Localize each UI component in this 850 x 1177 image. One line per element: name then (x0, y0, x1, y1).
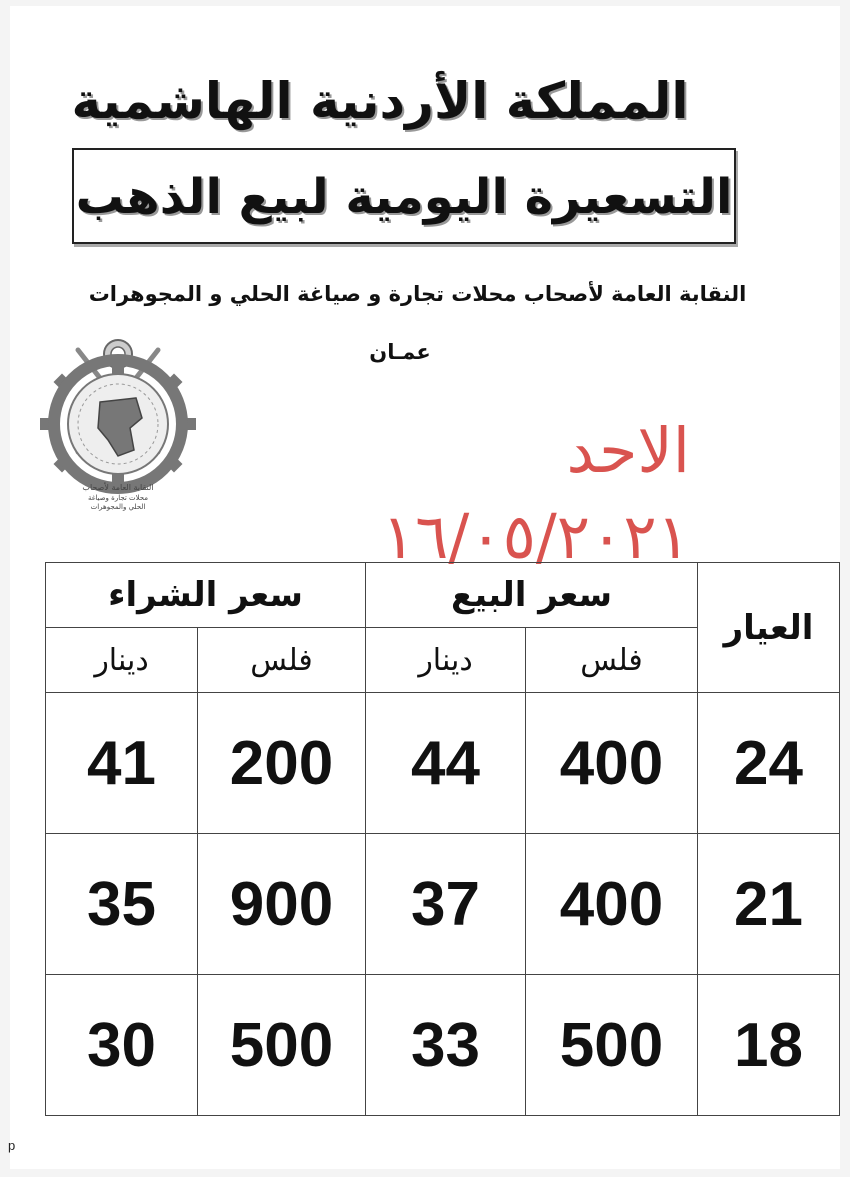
karat-cell: 24 (698, 693, 840, 834)
syndicate-name: النقابة العامة لأصحاب محلات تجارة و صياغة الحلي و المجوهرات (88, 282, 747, 306)
sell-fils-cell: 500 (526, 975, 698, 1116)
sell-dinar-cell: 37 (366, 834, 526, 975)
buy-fils-header: فلس (198, 628, 366, 693)
city-name: عمـان (369, 340, 431, 364)
karat-cell: 18 (698, 975, 840, 1116)
emblem-caption-3: الحلي والمجوهرات (90, 503, 146, 511)
sell-fils-header: فلس (526, 628, 698, 693)
sell-dinar-header: دينار (366, 628, 526, 693)
sell-fils-cell: 400 (526, 834, 698, 975)
buy-dinar-cell: 35 (46, 834, 198, 975)
buy-fils-cell: 200 (198, 693, 366, 834)
buy-price-header: سعر الشراء (46, 563, 366, 628)
table-row (46, 975, 840, 1116)
date-label: الاحد ١٦/٠٥/٢٠٢١ (381, 414, 690, 573)
sell-fils-cell: 400 (526, 693, 698, 834)
footer-mark: p (8, 1138, 16, 1153)
buy-dinar-header: دينار (46, 628, 198, 693)
emblem-caption-1: النقابة العامة لأصحاب (82, 483, 154, 492)
title-box (72, 148, 736, 244)
page-title: التسعيرة اليومية لبيع الذهب (75, 169, 733, 225)
buy-dinar-cell: 41 (46, 693, 198, 834)
buy-dinar-cell: 30 (46, 975, 198, 1116)
table-row (46, 834, 840, 975)
syndicate-emblem-icon (38, 332, 198, 512)
karat-cell: 21 (698, 834, 840, 975)
karat-header: العيار (698, 563, 840, 693)
kingdom-title: المملكة الأردنية الهاشمية (71, 72, 689, 130)
buy-fils-cell: 900 (198, 834, 366, 975)
sell-dinar-cell: 33 (366, 975, 526, 1116)
sell-price-header: سعر البيع (366, 563, 698, 628)
table-row (46, 693, 840, 834)
buy-fils-cell: 500 (198, 975, 366, 1116)
emblem-caption-2: محلات تجارة وصياغة (87, 494, 149, 502)
gold-price-table (45, 562, 840, 1116)
sell-dinar-cell: 44 (366, 693, 526, 834)
